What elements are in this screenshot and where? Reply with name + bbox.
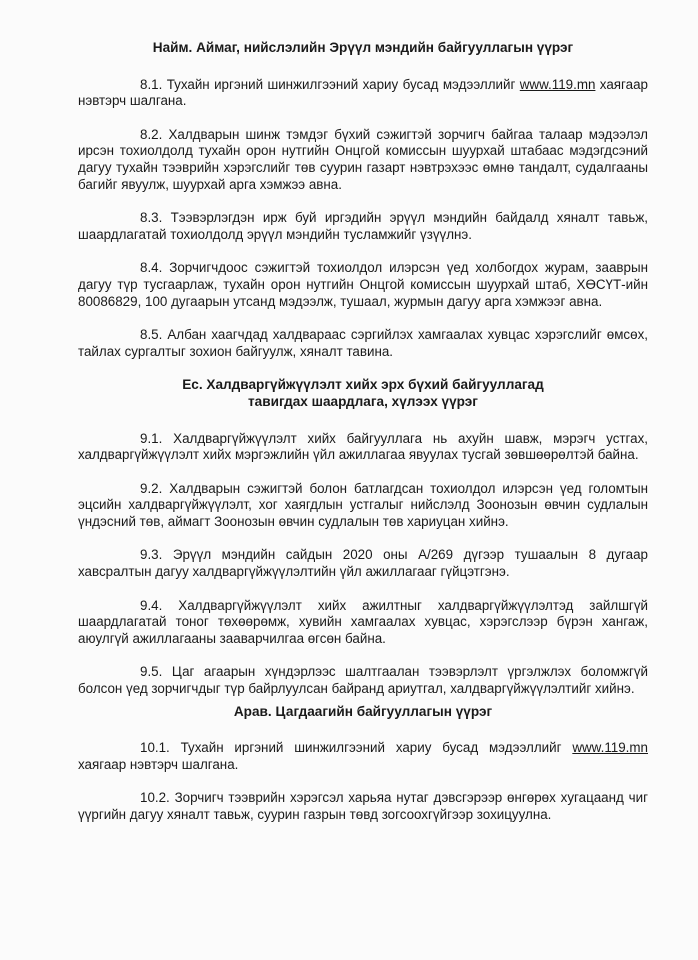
paragraph-9-4: 9.4. Халдваргүйжүүлэлт хийх ажилтныг халдваргүйжүүлэлтэд зайлшгүй шаардлагатай тоног төхөөрөмж, хувийн хамгаалах хувцас, хэрэгслээр бүрэн хангаж, аюулгүй ажиллагааны зааварчилгаа өгсөн байна.	[78, 597, 648, 646]
paragraph-9-2: 9.2. Халдварын сэжигтэй болон батлагдсан тохиолдол илэрсэн үед голомтын эцсийн халдваргүйжүүлэлт, хог хаягдлын устгалыг нийслэлд Зоонозын өвчин судлалын үндэсний төв, аймагт Зоонозын өвчин судлалын төв хариуцан хийнэ.	[78, 480, 648, 529]
section-9-heading-line-1: Ес. Халдваргүйжүүлэлт хийх эрх бүхий байгууллагад	[182, 377, 544, 393]
paragraph-8-1-text-end: хаягаар нэвтэрч шалгана.	[78, 76, 648, 109]
section-10-heading-line-1: Арав. Цагдаагийн байгууллагын үүрэг	[233, 703, 493, 719]
section-9-heading	[78, 377, 648, 410]
section-8-heading	[78, 40, 648, 57]
paragraph-8-5: 8.5. Албан хаагчдад халдвараас сэргийлэх хамгаалах хувцас хэрэгслийг өмсөх, тайлах сургалтыг зохион байгуулж, хяналт тавина.	[78, 327, 648, 359]
paragraph-8-3: 8.3. Тээвэрлэгдэн ирж буй иргэдийн эрүүл мэндийн байдалд хяналт тавьж, шаардлагатай тохиолдолд эрүүл мэндийн тусламжийг үзүүлнэ.	[78, 210, 648, 242]
paragraph-9-3: 9.3. Эрүүл мэндийн сайдын 2020 оны А/269 дүгээр тушаалын 8 дугаар хавсралтын дагуу халдваргүйжүүлэлтийн үйл ажиллагааг гүйцэтгэнэ.	[78, 547, 648, 580]
paragraph-8-1	[78, 77, 648, 110]
paragraph-10-1	[78, 740, 648, 773]
website-link[interactable]: www.119.mn	[519, 76, 596, 92]
section-10-heading	[78, 704, 648, 721]
paragraph-8-1-text: 8.1. Тухайн иргэний шинжилгээний хариу бусад мэдээллийг	[140, 76, 520, 92]
paragraph-10-2: 10.2. Зорчигч тээврийн хэрэгсэл харьяа нутаг дэвсгэрээр өнгөрөх хугацаанд чиг үүргийн дагуу хяналт тавьж, суурин газрын төвд зогсоохгүйгээр зохицуулна.	[78, 790, 648, 822]
website-link[interactable]: www.119.mn	[572, 740, 648, 756]
paragraph-8-4: 8.4. Зорчигчдоос сэжигтэй тохиолдол илэрсэн үед холбогдох журам, заавры​н дагуу түр тусгаарлаж, тухайн орон нутгийн Онцгой комиссын шуурхай штаб, ХӨСҮТ-ийн 80086829, 100 дугаарын утсанд мэдээлж, тушаал, журмын дагуу арга хэмжээг авна.	[78, 260, 648, 309]
paragraph-9-1: 9.1. Халдваргүйжүүлэлт хийх байгууллага нь ахуйн шавж, мэрэгч устгах, халдваргүйжүүлэлт хийх мэргэжлийн үйл ажиллагаа явуулах тусгай зөвшөөрөлтэй байна.	[78, 430, 648, 463]
paragraph-9-5: 9.5. Цаг агаарын хүндэрлээс шалтгаалан тээвэрлэлт үргэлжлэх боломжгүй болсон үед зорчигчдыг түр байрлуулсан байранд ариутгал, халдваргүйжүүлэлтийг хийнэ.	[78, 664, 648, 697]
paragraph-10-1-text-end: хаягаар нэвтэрч шалгана.	[78, 756, 239, 772]
paragraph-10-1-text: 10.1. Тухайн иргэний шинжилгээний хариу бусад мэдээллийг	[140, 740, 573, 756]
section-9-heading-line-2: тавигдах шаардлага, хүлээх үүрэг	[248, 393, 478, 409]
paragraph-8-2: 8.2. Халдварын шинж тэмдэг бүхий сэжигтэй зорчигч байгаа талаар мэдээлэл ирсэн тохиолдолд тухайн орон нутгийн Онцгой комиссын шуурхай штабаас мэдэгдсэний дагуу тухайн тээврийн хэрэгслийг төв суурин газарт нэвтрэхээс өмнө тандалт, судалгааны багийг явуулж, шуурхай арга хэмжээ авна.	[78, 126, 648, 192]
section-8-heading-line-1: Найм. Аймаг, нийслэлийн Эрүүл мэндийн байгууллагын үүрэг	[152, 40, 574, 55]
